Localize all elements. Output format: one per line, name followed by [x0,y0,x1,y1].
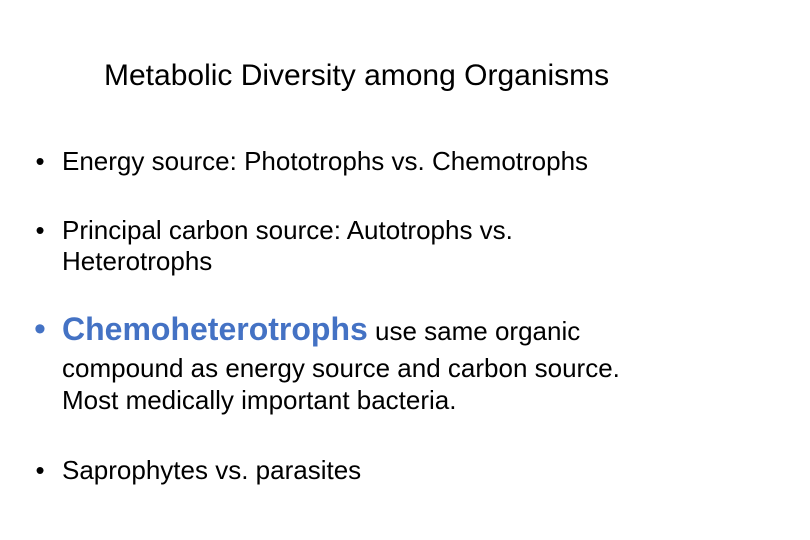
bullet-text-line: Heterotrophs [62,246,213,276]
bullet-text-block [62,215,782,277]
bullet-text-block [62,352,802,416]
bullet-text: Saprophytes vs. parasites [62,455,362,485]
bullet-text-rest: use same organic [367,316,581,346]
bullet-text: Energy source: Phototrophs vs. Chemotrophs [62,146,589,176]
bullet-text-first-line [62,312,782,348]
bullet-dot-icon: • [35,455,45,485]
bullet-dot-icon: • [35,215,45,245]
bullet-dot-icon: • [34,310,46,348]
bullet-text-line: Principal carbon source: Autotrophs vs. [62,215,513,245]
slide-title: Metabolic Diversity among Organisms [104,59,610,92]
bullet-text-line: Most medically important bacteria. [62,385,457,415]
bullet-dot-icon: • [35,146,45,176]
bullet-text-line: compound as energy source and carbon source. [62,353,620,383]
highlight-term: Chemoheterotrophs [62,311,368,347]
